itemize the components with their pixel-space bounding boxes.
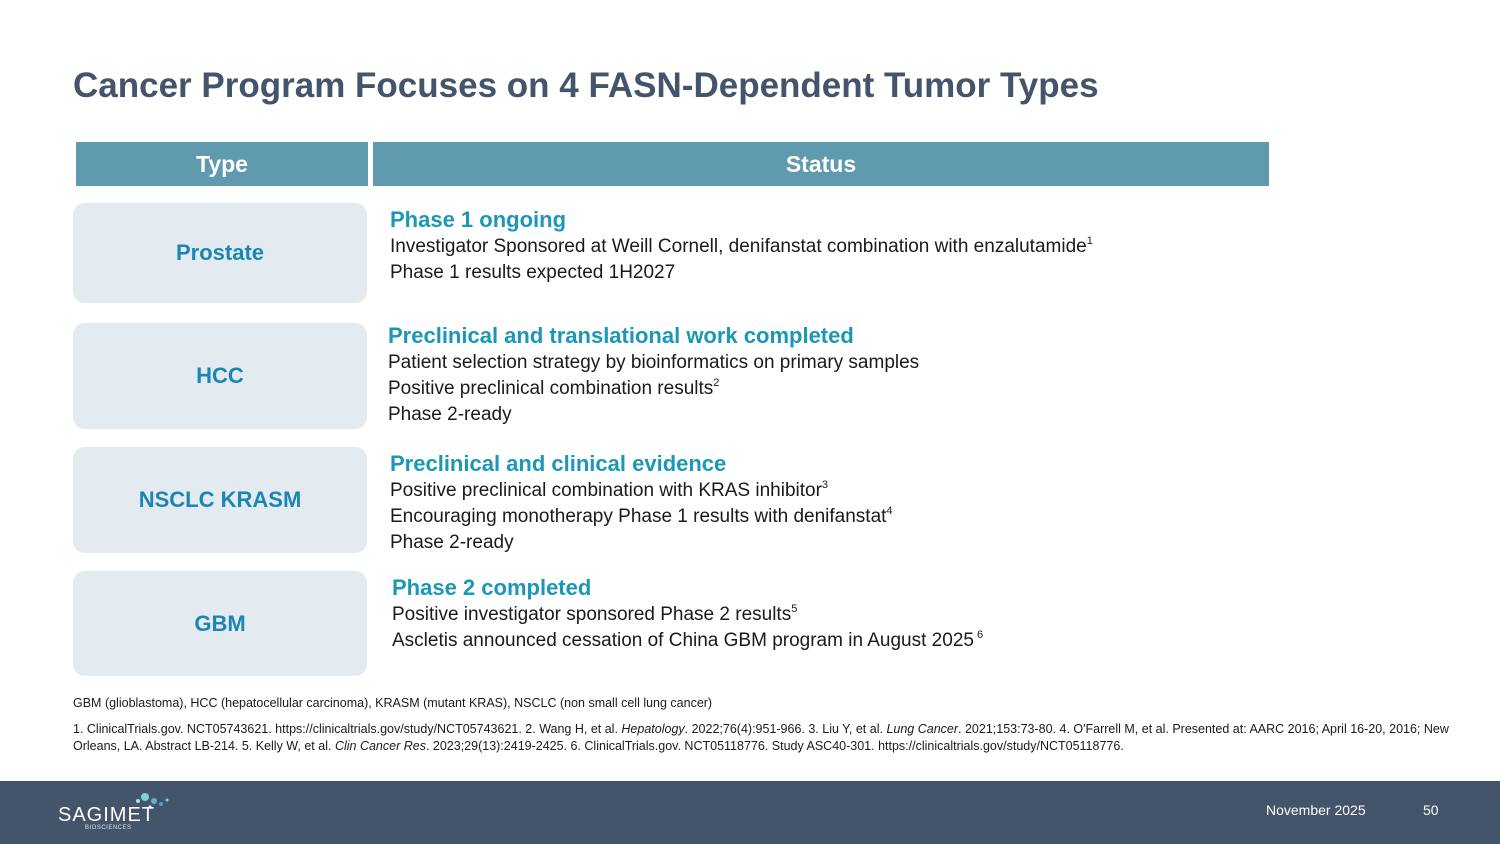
status-line: Positive preclinical combination results$^2$ [388,377,720,399]
status-cell-gbm [392,574,983,654]
status-cell-hcc [388,322,919,428]
status-heading: Phase 2 completed [392,575,592,600]
type-cell-prostate: Prostate [73,203,367,303]
company-logo: SAGIMET BIOSCIENCES [58,792,178,836]
status-heading: Preclinical and translational work completed [388,323,854,348]
footer-date: November 2025 [1266,802,1366,818]
type-cell-hcc: HCC [73,323,367,429]
status-line: Encouraging monotherapy Phase 1 results with denifanstat$^4$ [390,505,893,527]
abbreviations-note: GBM (glioblastoma), HCC (hepatocellular carcinoma), KRASM (mutant KRAS), NSCLC (non small cell lung cancer) [73,696,713,710]
status-line: Investigator Sponsored at Weill Cornell, denifanstat combination with enzalutamide$^1$ [390,235,1093,257]
status-heading: Phase 1 ongoing [390,207,567,232]
column-header-status: Status [373,142,1269,186]
status-heading: Preclinical and clinical evidence [390,451,727,476]
page-number: 50 [1423,802,1439,818]
references: 1. ClinicalTrials.gov. NCT05743621. https://clinicaltrials.gov/study/NCT05743621. 2. Wang H, et al. Hepatology. 2022;76(4):951-966. 3. Liu Y, et al. Lung Cancer. 2021;153:73-80. 4. O'Farrell M, et al. Presented at: AARC 2016; April 16-20, 2016; New Orleans, LA. Abstract LB-214. 5. Kelly W, et al. Clin Cancer Res. 2023;29(13):2419-2425. 6. ClinicalTrials.gov. NCT05118776. Study ASC40-301. https://clinicaltrials.gov/study/NCT05118776. [73,722,1449,753]
column-header-type: Type [76,142,368,186]
status-line: Ascletis announced cessation of China GBM program in August 2025 $^6$ [392,629,984,651]
type-cell-nsclc-krasm: NSCLC KRASM [73,447,367,553]
page-title: Cancer Program Focuses on 4 FASN-Dependent Tumor Types [73,66,1099,105]
status-line: Phase 1 results expected 1H2027 [390,262,676,283]
status-line: Positive preclinical combination with KRAS inhibitor$^3$ [390,479,829,501]
status-line: Phase 2-ready [390,532,514,553]
status-line: Positive investigator sponsored Phase 2 results$^5$ [392,603,798,625]
status-cell-prostate [390,206,1093,286]
status-line: Phase 2-ready [388,404,512,425]
type-cell-gbm: GBM [73,571,367,676]
status-cell-nsclc-krasm [390,450,893,556]
status-line: Patient selection strategy by bioinformatics on primary samples [388,352,920,373]
